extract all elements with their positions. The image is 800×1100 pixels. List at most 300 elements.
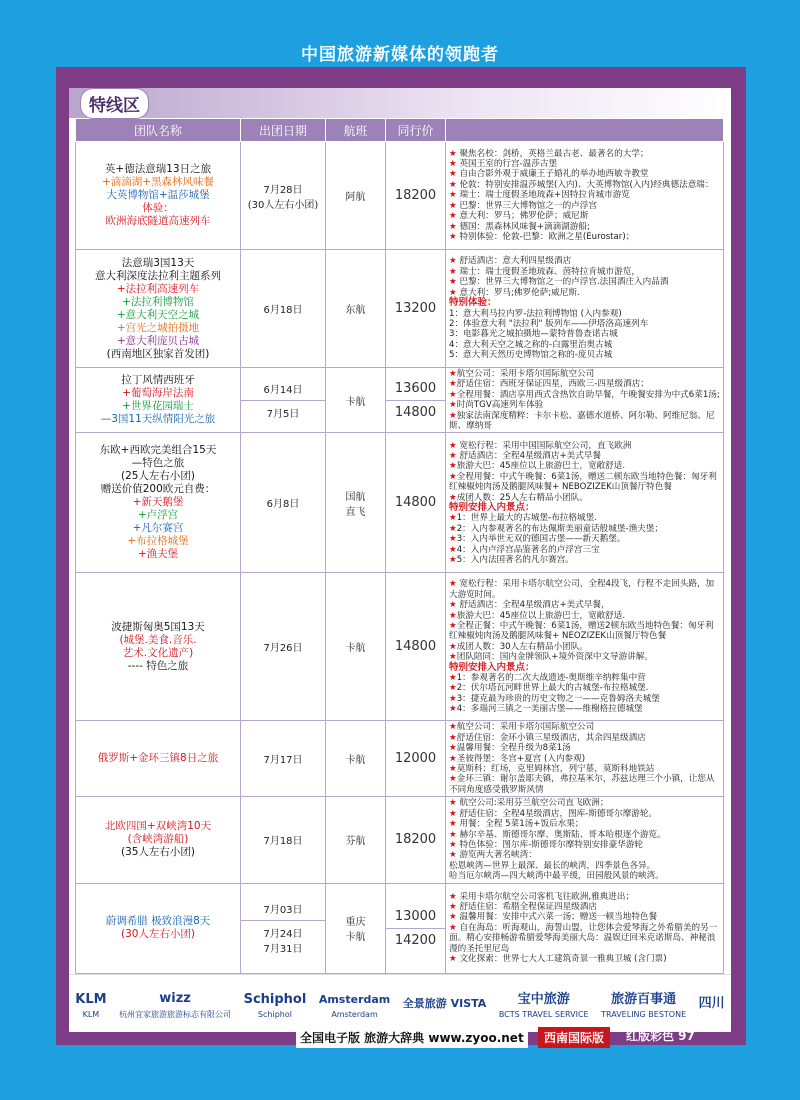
price-cell [386, 142, 446, 250]
price-value: 18200 [394, 188, 437, 203]
feature-text: 舒适酒店：全程4星级酒店+美式早餐 [456, 450, 602, 461]
feature-text: 赫尔辛基、斯德哥尔摩、奥斯陆、哥本哈根逐个游览。 [456, 829, 666, 840]
features-cell [446, 797, 724, 883]
table-row [76, 250, 724, 368]
star-icon: ★ [449, 652, 457, 663]
features-cell [446, 142, 724, 250]
star-icon: ★ [449, 513, 457, 524]
feature-text: 1：参观著名的二次大战遗迹-奥斯维辛纳粹集中营 [456, 672, 646, 683]
price-value: 13600 [394, 380, 437, 396]
tour-name-line: (西南地区独家首发团) [106, 347, 210, 360]
star-icon: ★ [449, 774, 457, 785]
feature-line [449, 340, 720, 350]
tour-name-line: +法拉利博物馆 [122, 295, 194, 308]
partner-logo-sub: Amsterdam [331, 1009, 378, 1019]
feature-line [449, 400, 720, 410]
feature-line [449, 545, 720, 555]
feature-line [449, 222, 720, 232]
feature-line [449, 329, 720, 339]
feature-text: 英国王室的行宫-温莎古堡 [456, 159, 558, 170]
feature-text: 1：意大利马拉内罗-法拉利博物馆 (入内参观) [449, 308, 622, 319]
partner-logo-name: 全景旅游 VISTA [402, 997, 487, 1010]
feature-line [449, 350, 720, 360]
feature-line [449, 663, 720, 673]
feature-line [449, 159, 720, 169]
feature-line [449, 611, 720, 621]
feature-text: 特别安排入内景点： [449, 661, 535, 673]
star-icon: ★ [449, 902, 457, 913]
content-paper [69, 88, 731, 1032]
feature-text: 特别安排入内景点： [449, 501, 535, 513]
star-icon: ★ [449, 266, 457, 277]
feature-text: 4：意大利天空之城之称的-白露里治奥古城 [449, 339, 613, 350]
feature-text: 3：捷克最为珍贵的历史文物之一——克鲁姆洛夫城堡 [456, 693, 660, 704]
tour-name-cell [76, 721, 241, 797]
departure-date-cell [241, 797, 326, 883]
feature-line [449, 722, 720, 732]
tour-name-line: 英+德法意瑞13日之旅 [104, 163, 212, 175]
feature-text: 舒适住宿：金环小镇三星级酒店，其余四星级酒店 [456, 732, 646, 743]
price-value: 14800 [394, 639, 437, 655]
departure-date: 7月03日 [263, 905, 303, 917]
feature-line [449, 923, 720, 954]
star-icon: ★ [449, 722, 457, 733]
feature-text: 瑞士：瑞士度假圣地琉森、茵特拉肯城市游览， [456, 266, 640, 277]
star-icon: ★ [449, 672, 457, 683]
star-icon: ★ [449, 922, 457, 933]
feature-line [449, 411, 720, 432]
feature-text: 聚焦名校：剑桥，英格兰最古老、最著名的大学； [456, 148, 649, 159]
price-cell [386, 250, 446, 368]
feature-line [449, 694, 720, 704]
price-cell [386, 368, 446, 433]
feature-line [449, 861, 720, 871]
feature-text: 航空公司：采用卡塔尔国际航空公司 [456, 722, 595, 733]
partner-logo-sub: KLM [82, 1009, 100, 1019]
feature-text: 4：多瑙河三镇之一美丽古堡——维榭格拉德城堡 [456, 704, 643, 715]
feature-text: 旅游大巴：45座位以上旅游巴士，宽敞舒适. [456, 610, 626, 621]
partner-logo-sub: BCTS TRAVEL SERVICE [498, 1009, 589, 1019]
tour-name-line: 艺术.文化遗产) [122, 646, 194, 659]
feature-line [449, 441, 720, 451]
feature-line [449, 642, 720, 652]
departure-date-cell [241, 250, 326, 368]
star-icon: ★ [449, 600, 457, 611]
feature-line [449, 840, 720, 850]
star-icon: ★ [449, 579, 457, 590]
feature-line [449, 774, 720, 795]
tour-name-cell [76, 250, 241, 368]
features-cell [446, 368, 724, 433]
star-icon: ★ [449, 379, 457, 390]
star-icon: ★ [449, 829, 457, 840]
star-icon: ★ [449, 450, 457, 461]
partner-logo-name: Schiphol [243, 991, 307, 1007]
feature-line [449, 180, 720, 190]
tour-name-line: 东欧+西欧完美组合15天 [99, 444, 217, 457]
feature-text: 5：入内法国著名的凡尔赛宫。 [456, 554, 574, 565]
footer [0, 1026, 800, 1046]
star-icon: ★ [449, 808, 457, 819]
feature-text: 圣彼得堡：冬宫+夏宫 (入内参观) [456, 753, 586, 764]
star-icon: ★ [449, 764, 457, 775]
tour-name-line: 体验： [142, 202, 174, 214]
tour-name-line: (城堡.美食.音乐. [119, 633, 197, 646]
feature-text: 瑞士：瑞士度假圣地琉森+因特拉肯城市游览 [456, 190, 630, 201]
table-row [76, 433, 724, 573]
tour-name-line: 法意瑞3国13天 [121, 256, 195, 269]
feature-line [449, 524, 720, 534]
table-row [76, 573, 724, 721]
price-value: 13200 [394, 301, 437, 316]
feature-text: 5：意大利天然历史博物馆之称的-庞贝古城 [449, 350, 613, 361]
feature-line [449, 798, 720, 808]
star-icon: ★ [449, 461, 457, 472]
star-icon: ★ [449, 200, 457, 211]
feature-text: 舒适住宿：西班牙保证四星，西欧三-四星级酒店； [456, 379, 649, 390]
feature-text: 舒适住宿：希腊全程保证四星级酒店 [456, 902, 597, 913]
feature-line [449, 277, 720, 287]
col-header-price: 同行价 [386, 119, 446, 142]
feature-text: 松恩峡湾—世界上最深、最长的峡湾，四季景色各异。 [449, 860, 656, 871]
tour-name-line: 北欧四国+双峡湾10天 [104, 820, 212, 833]
price-cell [386, 573, 446, 721]
feature-line [449, 451, 720, 461]
feature-text: 航空公司：采用卡塔尔国际航空公司 [456, 369, 595, 379]
partner-logo-name: wizz [159, 990, 191, 1006]
table-row [76, 797, 724, 883]
feature-line [449, 902, 720, 912]
feature-text: 莫斯科：红场，克里姆林宫，列宁墓，莫斯科地铁站 [456, 764, 655, 775]
tour-name-line: —特色之旅 [131, 457, 185, 470]
table-header-row [76, 119, 724, 142]
departure-date: 6月8日 [266, 499, 300, 511]
tour-name-line: +葡萄海岸法南 [122, 387, 194, 400]
feature-text: 伦敦：特别安排温莎城堡(入内)、大英博物馆(入内)经典德法意瑞： [456, 179, 714, 190]
partner-logo [699, 994, 725, 1014]
star-icon: ★ [449, 471, 457, 482]
col-header-features [446, 119, 724, 142]
price-value: 14800 [386, 400, 445, 424]
star-icon: ★ [449, 400, 457, 411]
partner-logo-name: 宝中旅游 [517, 991, 570, 1007]
departure-date: 7月24日 7月31日 [241, 920, 325, 959]
airline-cell: 芬航 [326, 797, 386, 883]
partner-logo-name: 旅游百事通 [611, 991, 677, 1007]
star-icon: ★ [449, 641, 457, 652]
airline-cell: 卡航 [326, 721, 386, 797]
feature-text: 2：体验意大利 "法拉利" 版列车——伊塔洛高速列车 [449, 318, 649, 329]
features-cell [446, 250, 724, 368]
tour-name-line: 赠送价值200欧元自费： [100, 483, 216, 496]
partner-logo [601, 990, 686, 1019]
price-cell [386, 883, 446, 973]
tour-name-line: +滴滴湖+黑森林风味餐 [101, 176, 215, 188]
feature-text: 3：入内举世无双的德国古堡——新天鹅堡。 [456, 534, 626, 545]
airline-cell: 东航 [326, 250, 386, 368]
star-icon: ★ [449, 440, 457, 451]
departure-date: 7月17日 [263, 755, 303, 767]
feature-text: 温馨用餐：全程升级为8菜1汤 [456, 743, 571, 754]
partner-logo-sub: TRAVELING BESTONE [601, 1009, 687, 1019]
departure-date-cell [241, 721, 326, 797]
airline-cell: 卡航 [326, 368, 386, 433]
feature-line [449, 319, 720, 329]
table-body [76, 142, 724, 974]
star-icon: ★ [449, 211, 457, 222]
airline-cell: 重庆 卡航 [326, 883, 386, 973]
partner-logos [69, 974, 731, 1032]
star-icon: ★ [449, 287, 457, 298]
feature-text: 特别体验：伦敦-巴黎：欧洲之星(Eurostar)； [456, 231, 635, 242]
star-icon: ★ [449, 704, 457, 715]
feature-text: 巴黎：世界三大博物馆之一的卢浮宫.法国酒庄入内品酒 [456, 277, 669, 288]
departure-date: 7月18日 [263, 836, 303, 848]
feature-text: 时尚TGV高速列车体验 [456, 400, 544, 411]
star-icon: ★ [449, 554, 457, 565]
feature-line [449, 503, 720, 513]
feature-text: 1：世界上最大的古城堡-布拉格城堡. [456, 513, 597, 524]
star-icon: ★ [449, 523, 457, 534]
feature-line [449, 754, 720, 764]
feature-line [449, 390, 720, 400]
tour-name-line: (含峡湾游船) [127, 833, 189, 846]
feature-text: 用餐：全程 5菜1汤+饭后水果； [456, 819, 584, 830]
tour-name-line: +意大利庞贝古城 [116, 334, 200, 347]
tour-name-line: 欧洲海底隧道高速列车 [105, 215, 211, 227]
feature-text: 德国：黑森林风味餐+滴滴湖游船; [456, 221, 590, 232]
star-icon: ★ [449, 190, 457, 201]
tour-name-cell [76, 433, 241, 573]
star-icon: ★ [449, 839, 457, 850]
tour-table [75, 118, 724, 974]
col-header-team: 团队名称 [76, 119, 241, 142]
departure-date: 7月26日 [263, 643, 303, 655]
departure-date-cell [241, 368, 326, 433]
tour-name-line: +新天鹅堡 [132, 496, 184, 509]
feature-text: 全程用餐：酒店享用西式含热饮自助早餐，午晚餐安排为中式6菜1汤; [456, 389, 720, 400]
footer-tag: 西南国际版 [538, 1027, 610, 1048]
feature-text: 游览两大著名峡湾： [456, 850, 537, 861]
feature-line [449, 764, 720, 774]
feature-line [449, 743, 720, 753]
star-icon: ★ [449, 277, 457, 288]
feature-line [449, 211, 720, 221]
feature-text: 特色体验：图尔库-斯德哥尔摩特别安排豪华游轮 [456, 839, 644, 850]
col-header-date: 出团日期 [241, 119, 326, 142]
star-icon: ★ [449, 179, 457, 190]
feature-line [449, 256, 720, 266]
price-value: 13000 [394, 908, 437, 924]
star-icon: ★ [449, 544, 457, 555]
features-cell [446, 433, 724, 573]
feature-text: 特别体验： [449, 297, 497, 309]
partner-logo [244, 990, 307, 1019]
feature-text: 2：入内参观著名的布达佩斯美丽童话般城堡-渔夫堡； [456, 523, 663, 534]
partner-logo-name: KLM [75, 991, 107, 1007]
tour-name-line: 大英博物馆+温莎城堡 [106, 189, 210, 201]
table-row [76, 721, 724, 797]
feature-text: 全程正餐：中式午晚餐：6菜1汤，赠送2顿东欧当地特色餐：匈牙利红辣椒炖肉汤及鹅腿风味餐+ NEOZIZEK山顶餐厅特色餐 [449, 620, 714, 642]
price-value: 12000 [394, 751, 437, 767]
tour-name-line: (30人左右小团) [120, 928, 196, 941]
feature-line [449, 600, 720, 610]
feature-text: 2：伏尔塔瓦河畔世界上最大的古城堡-布拉格城堡. [456, 683, 649, 694]
tour-name-line: +法拉利高速列车 [116, 282, 200, 295]
star-icon: ★ [449, 256, 457, 267]
star-icon: ★ [449, 954, 457, 965]
price-value: 14200 [386, 928, 445, 952]
feature-text: 宽松行程：采用中国国际航空公司，直飞欧洲 [456, 440, 632, 451]
feature-line [449, 369, 720, 379]
content-frame [56, 67, 746, 1045]
feature-line [449, 201, 720, 211]
departure-date-cell [241, 883, 326, 973]
feature-line [449, 912, 720, 922]
price-value: 18200 [394, 832, 437, 848]
table-row [76, 368, 724, 433]
feature-line [449, 513, 720, 523]
tour-name-line: 拉丁风情西班牙 [121, 374, 195, 387]
star-icon: ★ [449, 169, 457, 180]
airline-cell: 国航 直飞 [326, 433, 386, 573]
feature-text: 舒适住宿：全程4星级酒店，图库-斯德哥尔摩游轮。 [456, 808, 658, 819]
partner-logo-name: Amsterdam [318, 992, 391, 1006]
table-row [76, 142, 724, 250]
partner-logo [119, 989, 231, 1020]
feature-line [449, 673, 720, 683]
star-icon: ★ [449, 221, 457, 232]
feature-line [449, 809, 720, 819]
feature-line [449, 267, 720, 277]
price-cell [386, 721, 446, 797]
star-icon: ★ [449, 743, 457, 754]
feature-text: 团队陪同：国内金牌领队+境外资深中文导游讲解。 [456, 652, 653, 663]
features-cell [446, 721, 724, 797]
feature-text: 采用卡塔尔航空公司客机飞往欧洲,雅典进出； [456, 891, 635, 902]
feature-text: 成团人数：30人左右精品小团队。 [456, 641, 588, 652]
feature-text: 哈当厄尔峡湾—四大峡湾中最平缓，田园般风景的峡湾。 [449, 871, 664, 882]
tour-name-line: +世界花园瑞士 [122, 400, 194, 413]
star-icon: ★ [449, 620, 457, 631]
star-icon: ★ [449, 369, 457, 379]
star-icon: ★ [449, 610, 457, 621]
star-icon: ★ [449, 891, 457, 902]
departure-date: 6月18日 [263, 305, 303, 316]
feature-line [449, 298, 720, 308]
feature-text: 舒适酒店：全程4星级酒店+美式早餐， [456, 600, 610, 611]
feature-text: 舒适酒店：意大利四星级酒店 [456, 256, 572, 267]
feature-line [449, 871, 720, 881]
feature-text: 自在海岛：听海观山，海誓山盟，让您体会爱琴海之外希腊美的另一面。精心安排畅游希腊爱琴海美丽大岛：温娱迂回米克诺斯岛、神秘浪漫的圣托里尼岛 [449, 922, 718, 954]
tour-name-line: 俄罗斯+金环三镇8日之旅 [97, 752, 219, 765]
feature-line [449, 704, 720, 714]
tour-name-line: —3国11天纵情阳光之旅 [100, 413, 216, 426]
feature-text: 意大利：罗马；佛罗伦萨；威尼斯 [456, 211, 589, 222]
star-icon: ★ [449, 693, 457, 704]
feature-line [449, 579, 720, 600]
slogan: 中国旅游新媒体的领跑者 [301, 45, 499, 65]
features-cell [446, 883, 724, 973]
tour-name-line: +宫光之城拍摄地 [116, 321, 200, 334]
tour-name-line: 意大利深度法拉利主题系列 [95, 269, 221, 282]
airline-cell: 阿航 [326, 142, 386, 250]
feature-line [449, 190, 720, 200]
star-icon: ★ [449, 492, 457, 503]
feature-line [449, 149, 720, 159]
partner-logo-sub: Schiphol [257, 1009, 292, 1019]
tour-name-line: (35人左右小团) [120, 846, 196, 859]
partner-logo [403, 994, 487, 1014]
star-icon: ★ [449, 819, 457, 830]
star-icon: ★ [449, 683, 457, 694]
feature-text: 航空公司:采用芬兰航空公司直飞欧洲； [456, 798, 609, 809]
feature-line [449, 683, 720, 693]
tour-name-cell [76, 142, 241, 250]
feature-text: 全程用餐：中式午晚餐：6菜1汤，赠送二顿东欧当地特色餐：匈牙利红辣椒炖肉汤及鹅腿风味餐+ NEBOZIZEK山顶餐厅特色餐 [449, 471, 717, 493]
departure-date: 6月14日 [263, 384, 303, 396]
feature-line [449, 461, 720, 471]
price-cell [386, 433, 446, 573]
feature-text: 温馨用餐：安排中式六菜一汤；赠送一顿当地特色餐 [456, 912, 658, 923]
partner-logo [75, 990, 106, 1019]
feature-line [449, 892, 720, 902]
partner-logo-name: 四川 [698, 996, 725, 1011]
tour-name-line: 波捷斯匈奥5国13天 [111, 620, 205, 633]
feature-text: 宽松行程：采用卡塔尔航空公司，全程4段飞，行程不走回头路，加大游览时间。 [449, 579, 715, 600]
departure-date: 7月28日 (30人左右小团) [247, 184, 319, 211]
feature-line [449, 819, 720, 829]
star-icon: ★ [449, 753, 457, 764]
tour-name-line: +布拉格城堡 [127, 535, 189, 548]
feature-line [449, 472, 720, 493]
section-header [69, 88, 731, 118]
tour-name-line: +凡尔赛宫 [132, 522, 184, 535]
star-icon: ★ [449, 148, 457, 159]
feature-line [449, 534, 720, 544]
airline-cell: 卡航 [326, 573, 386, 721]
departure-date: 7月5日 [241, 400, 325, 424]
footer-text: 全国电子版 旅游大辞典 www.zyoo.net [296, 1027, 528, 1048]
feature-line [449, 232, 720, 242]
feature-text: 4：入内卢浮宫品鉴著名的卢浮宫三宝 [456, 544, 600, 555]
feature-line [449, 169, 720, 179]
page-number: 红版彩色 97 [626, 1029, 695, 1043]
departure-date-cell [241, 573, 326, 721]
star-icon: ★ [449, 231, 457, 242]
feature-line [449, 379, 720, 389]
partner-logo [499, 990, 589, 1019]
tour-name-cell [76, 883, 241, 973]
star-icon: ★ [449, 912, 457, 923]
features-cell [446, 573, 724, 721]
tour-name-cell [76, 797, 241, 883]
price-cell [386, 797, 446, 883]
star-icon: ★ [449, 410, 457, 421]
feature-text: 文化探索：世界七大人工建筑奇景一雅典卫城 (含门票) [456, 954, 667, 965]
tour-name-line: +卢浮宫 [137, 509, 179, 522]
feature-line [449, 621, 720, 642]
col-header-air: 航班 [326, 119, 386, 142]
star-icon: ★ [449, 732, 457, 743]
tour-name-line: +渔夫堡 [137, 548, 179, 561]
feature-text: 独家法南深度精粹：卡尔卡松、嘉德水道桥、阿尔勒、阿维尼翁、尼斯、摩纳哥 [449, 410, 715, 432]
tour-name-line: (25人左右小团) [120, 470, 196, 483]
feature-text: 巴黎：世界三大博物馆之一的卢浮宫 [456, 200, 597, 211]
partner-logo [319, 990, 390, 1019]
feature-line [449, 733, 720, 743]
feature-text: 成团人数：25人左右精品小团队。 [456, 492, 588, 503]
